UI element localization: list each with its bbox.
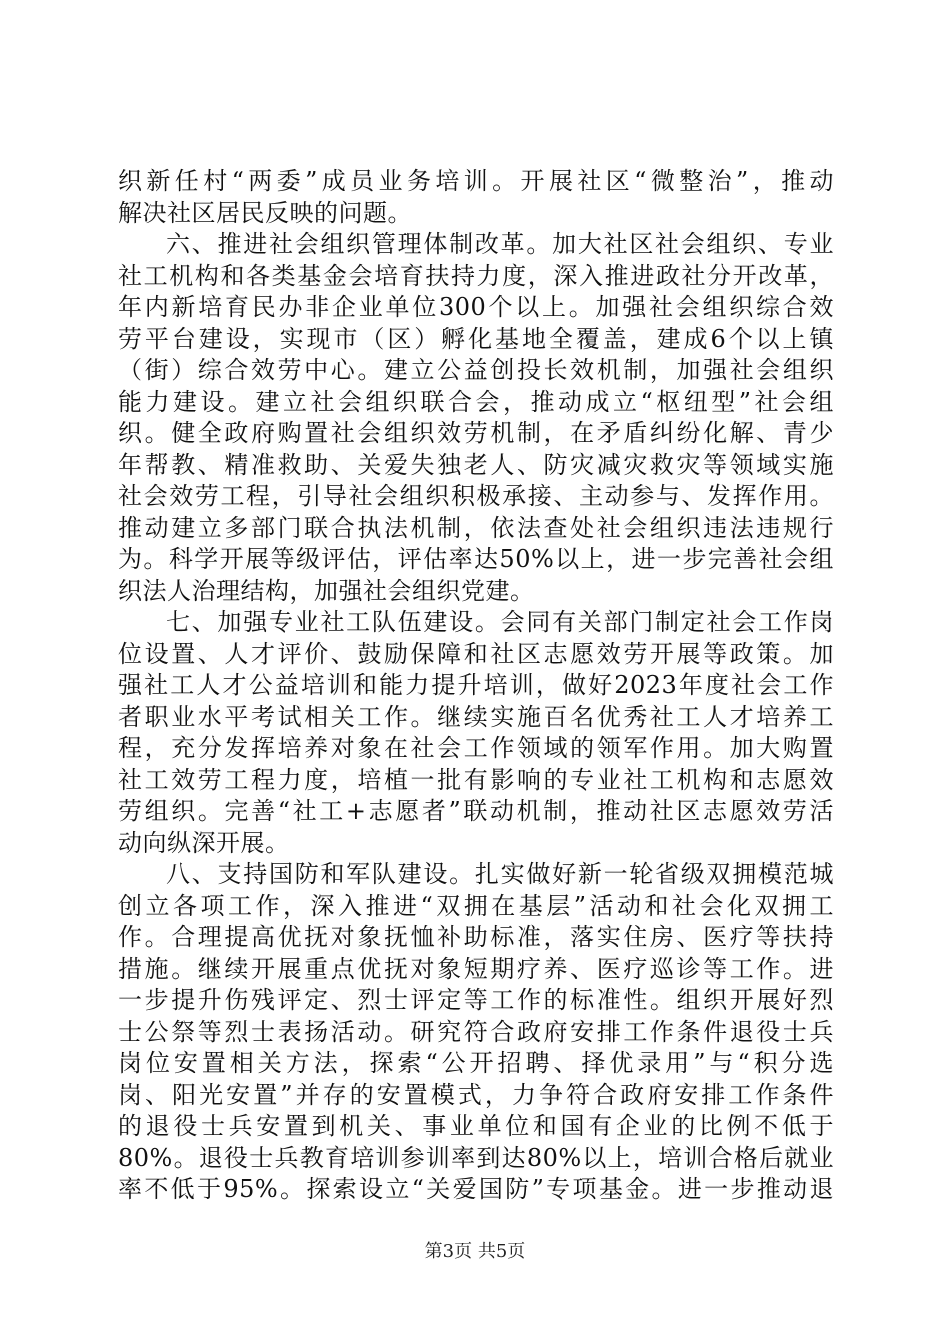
- text-line: 程，充分发挥培养对象在社会工作领域的领军作用。加大购置: [118, 734, 834, 762]
- text-line: 织新任村“两委”成员业务培训。开展社区“微整治”，推动: [118, 167, 834, 195]
- body-text: [118, 166, 834, 1206]
- text-line: 解决社区居民反映的问题。: [118, 198, 412, 227]
- text-line: 织。健全政府购置社会组织效劳机制，在矛盾纠纷化解、青少: [118, 419, 834, 447]
- text-line: 的退役士兵安置到机关、事业单位和国有企业的比例不低于: [118, 1112, 834, 1140]
- text-line: 岗位安置相关方法，探索“公开招聘、择优录用”与“积分选: [118, 1049, 834, 1077]
- text-line: 创立各项工作，深入推进“双拥在基层”活动和社会化双拥工: [118, 891, 834, 920]
- page-number-footer: 第3页 共5页: [424, 1241, 526, 1262]
- text-line: 率不低于95%。探索设立“关爱国防”专项基金。进一步推动退: [118, 1175, 834, 1203]
- text-line: 社会效劳工程，引导社会组织积极承接、主动参与、发挥作用。: [118, 482, 834, 510]
- text-line: 为。科学开展等级评估，评估率达50%以上，进一步完善社会组: [118, 545, 834, 573]
- text-line: 织法人治理结构，加强社会组织党建。: [118, 576, 535, 605]
- text-line: 80%。退役士兵教育培训参训率到达80%以上，培训合格后就业: [118, 1143, 834, 1172]
- text-line: 年内新培育民办非企业单位300个以上。加强社会组织综合效: [118, 293, 834, 321]
- text-line: 强社工人才公益培训和能力提升培训，做好2023年度社会工作: [118, 671, 834, 699]
- text-line: 作。合理提高优抚对象抚恤补助标准，落实住房、医疗等扶持: [118, 923, 834, 951]
- text-line: 劳组织。完善“社工+志愿者”联动机制，推动社区志愿效劳活: [118, 797, 834, 825]
- text-line: 社工机构和各类基金会培育扶持力度，深入推进政社分开改革，: [118, 261, 834, 290]
- text-line: 位设置、人才评价、鼓励保障和社区志愿效劳开展等政策。加: [118, 639, 834, 668]
- text-line: 岗、阳光安置”并存的安置模式，力争符合政府安排工作条件: [118, 1080, 834, 1109]
- text-line: 措施。继续开展重点优抚对象短期疗养、医疗巡诊等工作。进: [118, 954, 834, 983]
- text-line: 劳平台建设，实现市（区）孵化基地全覆盖，建成6个以上镇: [118, 324, 834, 353]
- paragraph-8-start: 八、支持国防和军队建设。扎实做好新一轮省级双拥模范城: [166, 860, 834, 888]
- text-line: 社工效劳工程力度，培植一批有影响的专业社工机构和志愿效: [118, 765, 834, 794]
- text-line: 动向纵深开展。: [118, 828, 290, 857]
- paragraph-6-start: 六、推进社会组织管理体制改革。加大社区社会组织、专业: [166, 230, 834, 258]
- text-line: （街）综合效劳中心。建立公益创投长效机制，加强社会组织: [118, 356, 834, 384]
- text-line: 者职业水平考试相关工作。继续实施百名优秀社工人才培养工: [118, 702, 834, 731]
- text-line: 一步提升伤残评定、烈士评定等工作的标准性。组织开展好烈: [118, 986, 834, 1014]
- text-line: 士公祭等烈士表扬活动。研究符合政府安排工作条件退役士兵: [118, 1017, 834, 1046]
- paragraph-7-start: 七、加强专业社工队伍建设。会同有关部门制定社会工作岗: [166, 608, 834, 636]
- text-line: 能力建设。建立社会组织联合会，推动成立“枢纽型”社会组: [118, 387, 834, 416]
- text-line: 推动建立多部门联合执法机制，依法查处社会组织违法违规行: [118, 513, 834, 542]
- text-line: 年帮教、精准救助、关爱失独老人、防灾减灾救灾等领域实施: [118, 450, 834, 479]
